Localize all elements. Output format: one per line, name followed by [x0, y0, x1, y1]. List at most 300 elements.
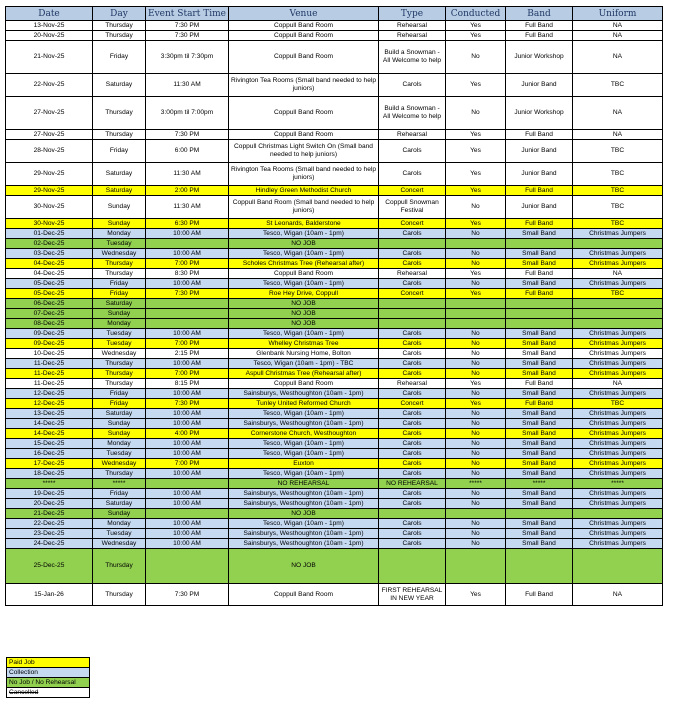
cell-date[interactable]: 04-Dec-25	[6, 259, 93, 269]
cell-conducted[interactable]: Yes	[446, 186, 506, 196]
cell-day[interactable]: Wednesday	[93, 249, 146, 259]
cell-conducted[interactable]: No	[446, 499, 506, 509]
cell-time[interactable]: 10:00 AM	[146, 389, 229, 399]
cell-day[interactable]: Saturday	[93, 74, 146, 97]
cell-conducted[interactable]: No	[446, 259, 506, 269]
cell-band[interactable]: Junior Band	[506, 163, 573, 186]
cell-band[interactable]: Full Band	[506, 186, 573, 196]
cell-band[interactable]: Small Band	[506, 279, 573, 289]
cell-venue[interactable]: Aspull Christmas Tree (Rehearsal after)	[229, 369, 379, 379]
cell-conducted[interactable]: No	[446, 329, 506, 339]
cell-time[interactable]: 10:00 AM	[146, 409, 229, 419]
cell-date[interactable]: 21-Nov-25	[6, 41, 93, 74]
cell-conducted[interactable]: No	[446, 249, 506, 259]
cell-day[interactable]: Friday	[93, 289, 146, 299]
cell-conducted[interactable]: No	[446, 409, 506, 419]
cell-day[interactable]: Thursday	[93, 21, 146, 31]
cell-date[interactable]: 11-Dec-25	[6, 359, 93, 369]
cell-day[interactable]: Sunday	[93, 419, 146, 429]
cell-date[interactable]: 20-Nov-25	[6, 31, 93, 41]
cell-type[interactable]: Carols	[379, 449, 446, 459]
cell-type[interactable]: Concert	[379, 186, 446, 196]
cell-uniform[interactable]: TBC	[573, 74, 663, 97]
cell-venue[interactable]: Tesco, Wigan (10am - 1pm)	[229, 249, 379, 259]
cell-type[interactable]	[379, 299, 446, 309]
cell-band[interactable]: Small Band	[506, 459, 573, 469]
cell-conducted[interactable]	[446, 239, 506, 249]
cell-day[interactable]: Friday	[93, 389, 146, 399]
cell-day[interactable]: Wednesday	[93, 539, 146, 549]
cell-band[interactable]: Junior Band	[506, 196, 573, 219]
cell-conducted[interactable]: Yes	[446, 130, 506, 140]
cell-day[interactable]: Thursday	[93, 130, 146, 140]
cell-conducted[interactable]: No	[446, 196, 506, 219]
cell-date[interactable]: 30-Nov-25	[6, 196, 93, 219]
cell-type[interactable]: Carols	[379, 229, 446, 239]
cell-band[interactable]: Small Band	[506, 529, 573, 539]
cell-time[interactable]: 7:30 PM	[146, 21, 229, 31]
cell-day[interactable]: Thursday	[93, 31, 146, 41]
cell-band[interactable]: Small Band	[506, 259, 573, 269]
cell-date[interactable]: 14-Dec-25	[6, 419, 93, 429]
cell-band[interactable]: Small Band	[506, 409, 573, 419]
cell-type[interactable]: Rehearsal	[379, 269, 446, 279]
cell-venue[interactable]: Sainsburys, Westhoughton (10am - 1pm)	[229, 489, 379, 499]
cell-band[interactable]	[506, 549, 573, 584]
cell-day[interactable]: Sunday	[93, 309, 146, 319]
cell-band[interactable]: Junior Workshop	[506, 97, 573, 130]
cell-time[interactable]	[146, 549, 229, 584]
cell-venue[interactable]: NO REHEARSAL	[229, 479, 379, 489]
cell-band[interactable]: Small Band	[506, 469, 573, 479]
cell-venue[interactable]: NO JOB	[229, 309, 379, 319]
cell-day[interactable]: Thursday	[93, 259, 146, 269]
cell-date[interactable]: *****	[6, 479, 93, 489]
cell-venue[interactable]: NO JOB	[229, 319, 379, 329]
cell-venue[interactable]: Euxton	[229, 459, 379, 469]
cell-venue[interactable]: NO JOB	[229, 239, 379, 249]
cell-type[interactable]: Carols	[379, 249, 446, 259]
cell-time[interactable]: 3:30pm til 7:30pm	[146, 41, 229, 74]
cell-uniform[interactable]: NA	[573, 31, 663, 41]
cell-type[interactable]: Rehearsal	[379, 31, 446, 41]
cell-conducted[interactable]: No	[446, 489, 506, 499]
cell-type[interactable]: Carols	[379, 279, 446, 289]
cell-uniform[interactable]: Christmas Jumpers	[573, 469, 663, 479]
cell-uniform[interactable]: TBC	[573, 219, 663, 229]
cell-date[interactable]: 25-Dec-25	[6, 549, 93, 584]
cell-date[interactable]: 27-Nov-25	[6, 130, 93, 140]
cell-day[interactable]: Saturday	[93, 186, 146, 196]
cell-day[interactable]: Wednesday	[93, 349, 146, 359]
cell-venue[interactable]: Coppull Christmas Light Switch On (Small band needed to help juniors)	[229, 140, 379, 163]
cell-venue[interactable]: Scholes Christmas Tree (Rehearsal after)	[229, 259, 379, 269]
cell-conducted[interactable]: No	[446, 519, 506, 529]
header-day[interactable]: Day	[93, 7, 146, 21]
cell-day[interactable]: Friday	[93, 399, 146, 409]
cell-band[interactable]: Small Band	[506, 489, 573, 499]
cell-type[interactable]	[379, 549, 446, 584]
cell-date[interactable]: 29-Nov-25	[6, 186, 93, 196]
cell-day[interactable]: Sunday	[93, 509, 146, 519]
cell-date[interactable]: 07-Dec-25	[6, 309, 93, 319]
cell-time[interactable]: 7:30 PM	[146, 399, 229, 409]
cell-conducted[interactable]: Yes	[446, 140, 506, 163]
cell-uniform[interactable]: Christmas Jumpers	[573, 259, 663, 269]
cell-uniform[interactable]: Christmas Jumpers	[573, 489, 663, 499]
cell-day[interactable]: Tuesday	[93, 339, 146, 349]
cell-band[interactable]: Full Band	[506, 399, 573, 409]
cell-time[interactable]: 7:00 PM	[146, 459, 229, 469]
cell-uniform[interactable]: NA	[573, 97, 663, 130]
cell-type[interactable]: Carols	[379, 499, 446, 509]
cell-conducted[interactable]: Yes	[446, 74, 506, 97]
cell-time[interactable]: 10:00 AM	[146, 529, 229, 539]
cell-type[interactable]: Carols	[379, 519, 446, 529]
cell-uniform[interactable]: TBC	[573, 140, 663, 163]
cell-time[interactable]: 10:00 AM	[146, 539, 229, 549]
cell-venue[interactable]: Sainsburys, Westhoughton (10am - 1pm)	[229, 529, 379, 539]
cell-time[interactable]: 7:00 PM	[146, 259, 229, 269]
cell-day[interactable]: Thursday	[93, 269, 146, 279]
cell-conducted[interactable]: No	[446, 339, 506, 349]
cell-venue[interactable]: Coppull Band Room	[229, 584, 379, 606]
cell-band[interactable]	[506, 319, 573, 329]
cell-band[interactable]: Small Band	[506, 349, 573, 359]
cell-time[interactable]: 11:30 AM	[146, 163, 229, 186]
cell-venue[interactable]: Rivington Tea Rooms (Small band needed to help juniors)	[229, 163, 379, 186]
cell-day[interactable]: Tuesday	[93, 529, 146, 539]
cell-date[interactable]: 10-Dec-25	[6, 349, 93, 359]
cell-uniform[interactable]: Christmas Jumpers	[573, 279, 663, 289]
cell-uniform[interactable]: Christmas Jumpers	[573, 539, 663, 549]
cell-date[interactable]: 18-Dec-25	[6, 469, 93, 479]
cell-band[interactable]: Small Band	[506, 249, 573, 259]
cell-type[interactable]: Coppull Snowman Festival	[379, 196, 446, 219]
cell-date[interactable]: 13-Dec-25	[6, 409, 93, 419]
cell-date[interactable]: 04-Dec-25	[6, 269, 93, 279]
cell-uniform[interactable]: Christmas Jumpers	[573, 329, 663, 339]
cell-type[interactable]: Carols	[379, 369, 446, 379]
cell-venue[interactable]: Tesco, Wigan (10am - 1pm)	[229, 449, 379, 459]
header-type[interactable]: Type	[379, 7, 446, 21]
cell-conducted[interactable]	[446, 509, 506, 519]
cell-uniform[interactable]: Christmas Jumpers	[573, 419, 663, 429]
cell-venue[interactable]: Glenbank Nursing Home, Bolton	[229, 349, 379, 359]
cell-day[interactable]: Sunday	[93, 196, 146, 219]
cell-venue[interactable]: Sainsburys, Westhoughton (10am - 1pm)	[229, 389, 379, 399]
cell-date[interactable]: 02-Dec-25	[6, 239, 93, 249]
cell-venue[interactable]: Coppull Band Room	[229, 31, 379, 41]
cell-date[interactable]: 09-Dec-25	[6, 329, 93, 339]
cell-type[interactable]: Concert	[379, 219, 446, 229]
cell-conducted[interactable]: *****	[446, 479, 506, 489]
cell-uniform[interactable]	[573, 309, 663, 319]
cell-type[interactable]: Rehearsal	[379, 379, 446, 389]
cell-type[interactable]	[379, 309, 446, 319]
cell-band[interactable]: Full Band	[506, 21, 573, 31]
cell-uniform[interactable]: Christmas Jumpers	[573, 519, 663, 529]
cell-date[interactable]: 12-Dec-25	[6, 389, 93, 399]
cell-time[interactable]: 2:15 PM	[146, 349, 229, 359]
cell-day[interactable]: Monday	[93, 319, 146, 329]
cell-conducted[interactable]: No	[446, 469, 506, 479]
cell-venue[interactable]: Tesco, Wigan (10am - 1pm) - TBC	[229, 359, 379, 369]
cell-conducted[interactable]	[446, 549, 506, 584]
cell-band[interactable]	[506, 299, 573, 309]
cell-type[interactable]: Carols	[379, 409, 446, 419]
cell-time[interactable]: 6:30 PM	[146, 219, 229, 229]
cell-conducted[interactable]	[446, 299, 506, 309]
cell-uniform[interactable]: NA	[573, 41, 663, 74]
cell-conducted[interactable]: No	[446, 419, 506, 429]
cell-day[interactable]: Thursday	[93, 549, 146, 584]
cell-date[interactable]: 11-Dec-25	[6, 369, 93, 379]
cell-conducted[interactable]: Yes	[446, 21, 506, 31]
cell-date[interactable]: 22-Dec-25	[6, 519, 93, 529]
cell-venue[interactable]: Hindley Green Methodist Church	[229, 186, 379, 196]
cell-uniform[interactable]: Christmas Jumpers	[573, 439, 663, 449]
cell-venue[interactable]: Whelley Christmas Tree	[229, 339, 379, 349]
cell-time[interactable]: 10:00 AM	[146, 279, 229, 289]
cell-type[interactable]: Carols	[379, 389, 446, 399]
cell-type[interactable]: Carols	[379, 439, 446, 449]
cell-uniform[interactable]: Christmas Jumpers	[573, 249, 663, 259]
cell-day[interactable]: Thursday	[93, 97, 146, 130]
cell-uniform[interactable]: Christmas Jumpers	[573, 359, 663, 369]
cell-venue[interactable]: Tesco, Wigan (10am - 1pm)	[229, 409, 379, 419]
cell-band[interactable]: Small Band	[506, 449, 573, 459]
cell-time[interactable]: 8:15 PM	[146, 379, 229, 389]
cell-band[interactable]: Junior Workshop	[506, 41, 573, 74]
cell-conducted[interactable]: No	[446, 439, 506, 449]
cell-time[interactable]	[146, 479, 229, 489]
cell-time[interactable]: 6:00 PM	[146, 140, 229, 163]
cell-type[interactable]: NO REHEARSAL	[379, 479, 446, 489]
cell-conducted[interactable]: No	[446, 369, 506, 379]
cell-venue[interactable]: Rivington Tea Rooms (Small band needed to help juniors)	[229, 74, 379, 97]
cell-date[interactable]: 13-Nov-25	[6, 21, 93, 31]
cell-conducted[interactable]: No	[446, 349, 506, 359]
cell-type[interactable]: Carols	[379, 349, 446, 359]
cell-type[interactable]: Build a Snowman - All Welcome to help	[379, 41, 446, 74]
cell-band[interactable]: Small Band	[506, 519, 573, 529]
cell-time[interactable]: 7:30 PM	[146, 289, 229, 299]
cell-venue[interactable]: Tesco, Wigan (10am - 1pm)	[229, 439, 379, 449]
cell-conducted[interactable]: Yes	[446, 584, 506, 606]
cell-uniform[interactable]	[573, 509, 663, 519]
cell-uniform[interactable]: Christmas Jumpers	[573, 499, 663, 509]
cell-time[interactable]	[146, 299, 229, 309]
cell-type[interactable]: Carols	[379, 459, 446, 469]
cell-date[interactable]: 23-Dec-25	[6, 529, 93, 539]
header-conducted[interactable]: Conducted	[446, 7, 506, 21]
cell-day[interactable]: Saturday	[93, 299, 146, 309]
cell-uniform[interactable]: TBC	[573, 163, 663, 186]
cell-date[interactable]: 21-Dec-25	[6, 509, 93, 519]
cell-conducted[interactable]: No	[446, 429, 506, 439]
cell-uniform[interactable]: Christmas Jumpers	[573, 349, 663, 359]
cell-day[interactable]: Friday	[93, 140, 146, 163]
cell-conducted[interactable]: No	[446, 449, 506, 459]
cell-type[interactable]: Carols	[379, 329, 446, 339]
cell-uniform[interactable]	[573, 319, 663, 329]
cell-day[interactable]: Thursday	[93, 379, 146, 389]
cell-day[interactable]: Tuesday	[93, 239, 146, 249]
cell-time[interactable]	[146, 309, 229, 319]
cell-time[interactable]: 10:00 AM	[146, 229, 229, 239]
cell-time[interactable]: 7:30 PM	[146, 584, 229, 606]
cell-day[interactable]: Thursday	[93, 359, 146, 369]
cell-time[interactable]: 4:00 PM	[146, 429, 229, 439]
cell-band[interactable]: Full Band	[506, 289, 573, 299]
cell-date[interactable]: 05-Dec-25	[6, 279, 93, 289]
cell-type[interactable]: Carols	[379, 163, 446, 186]
cell-date[interactable]: 01-Dec-25	[6, 229, 93, 239]
cell-date[interactable]: 05-Dec-25	[6, 289, 93, 299]
cell-date[interactable]: 27-Nov-25	[6, 97, 93, 130]
cell-day[interactable]: Thursday	[93, 469, 146, 479]
cell-venue[interactable]: Tunley United Reformed Church	[229, 399, 379, 409]
cell-conducted[interactable]: Yes	[446, 163, 506, 186]
cell-date[interactable]: 12-Dec-25	[6, 399, 93, 409]
cell-band[interactable]: Full Band	[506, 269, 573, 279]
cell-conducted[interactable]: No	[446, 539, 506, 549]
cell-type[interactable]: Carols	[379, 419, 446, 429]
cell-venue[interactable]: Coppull Band Room	[229, 379, 379, 389]
cell-band[interactable]: Small Band	[506, 369, 573, 379]
cell-band[interactable]: Small Band	[506, 439, 573, 449]
cell-venue[interactable]: Cornerstone Church, Westhoughton	[229, 429, 379, 439]
cell-band[interactable]: Full Band	[506, 219, 573, 229]
cell-uniform[interactable]: *****	[573, 479, 663, 489]
cell-type[interactable]: Rehearsal	[379, 21, 446, 31]
cell-date[interactable]: 03-Dec-25	[6, 249, 93, 259]
cell-time[interactable]: 10:00 AM	[146, 469, 229, 479]
cell-venue[interactable]: St Leonards, Balderstone	[229, 219, 379, 229]
cell-date[interactable]: 14-Dec-25	[6, 429, 93, 439]
cell-day[interactable]: Thursday	[93, 584, 146, 606]
cell-band[interactable]: Full Band	[506, 584, 573, 606]
cell-conducted[interactable]: Yes	[446, 289, 506, 299]
cell-time[interactable]	[146, 509, 229, 519]
cell-type[interactable]: Carols	[379, 429, 446, 439]
cell-day[interactable]: Sunday	[93, 219, 146, 229]
cell-type[interactable]: FIRST REHEARSAL IN NEW YEAR	[379, 584, 446, 606]
cell-time[interactable]: 10:00 AM	[146, 359, 229, 369]
cell-conducted[interactable]: No	[446, 41, 506, 74]
cell-time[interactable]: 10:00 AM	[146, 489, 229, 499]
cell-uniform[interactable]: Christmas Jumpers	[573, 459, 663, 469]
cell-day[interactable]: Friday	[93, 41, 146, 74]
cell-time[interactable]	[146, 239, 229, 249]
cell-band[interactable]: Small Band	[506, 429, 573, 439]
cell-day[interactable]: Friday	[93, 279, 146, 289]
cell-time[interactable]: 7:30 PM	[146, 31, 229, 41]
cell-type[interactable]: Carols	[379, 539, 446, 549]
cell-type[interactable]: Carols	[379, 489, 446, 499]
header-uniform[interactable]: Uniform	[573, 7, 663, 21]
cell-uniform[interactable]: Christmas Jumpers	[573, 409, 663, 419]
cell-venue[interactable]: Coppull Band Room	[229, 21, 379, 31]
cell-uniform[interactable]: TBC	[573, 399, 663, 409]
header-band[interactable]: Band	[506, 7, 573, 21]
cell-day[interactable]: Saturday	[93, 409, 146, 419]
cell-conducted[interactable]: No	[446, 459, 506, 469]
cell-band[interactable]	[506, 309, 573, 319]
cell-day[interactable]: Monday	[93, 229, 146, 239]
cell-conducted[interactable]: No	[446, 279, 506, 289]
cell-venue[interactable]: NO JOB	[229, 299, 379, 309]
cell-uniform[interactable]: Christmas Jumpers	[573, 369, 663, 379]
cell-type[interactable]	[379, 319, 446, 329]
cell-band[interactable]: Full Band	[506, 379, 573, 389]
cell-time[interactable]: 10:00 AM	[146, 449, 229, 459]
cell-day[interactable]: *****	[93, 479, 146, 489]
cell-date[interactable]: 30-Nov-25	[6, 219, 93, 229]
cell-type[interactable]	[379, 239, 446, 249]
cell-conducted[interactable]	[446, 319, 506, 329]
cell-uniform[interactable]: Christmas Jumpers	[573, 229, 663, 239]
cell-band[interactable]: *****	[506, 479, 573, 489]
cell-time[interactable]: 10:00 AM	[146, 329, 229, 339]
cell-band[interactable]	[506, 239, 573, 249]
cell-time[interactable]: 10:00 AM	[146, 419, 229, 429]
cell-time[interactable]	[146, 319, 229, 329]
cell-venue[interactable]: NO JOB	[229, 509, 379, 519]
cell-date[interactable]: 16-Dec-25	[6, 449, 93, 459]
cell-day[interactable]: Saturday	[93, 163, 146, 186]
cell-day[interactable]: Thursday	[93, 369, 146, 379]
cell-uniform[interactable]	[573, 299, 663, 309]
cell-conducted[interactable]: Yes	[446, 269, 506, 279]
cell-conducted[interactable]: No	[446, 529, 506, 539]
cell-time[interactable]: 11:30 AM	[146, 74, 229, 97]
cell-date[interactable]: 09-Dec-25	[6, 339, 93, 349]
cell-venue[interactable]: Tesco, Wigan (10am - 1pm)	[229, 329, 379, 339]
cell-conducted[interactable]: No	[446, 359, 506, 369]
cell-band[interactable]: Small Band	[506, 359, 573, 369]
cell-date[interactable]: 17-Dec-25	[6, 459, 93, 469]
cell-uniform[interactable]: NA	[573, 130, 663, 140]
cell-time[interactable]: 7:00 PM	[146, 369, 229, 379]
cell-conducted[interactable]: No	[446, 229, 506, 239]
cell-venue[interactable]: Coppull Band Room	[229, 269, 379, 279]
cell-uniform[interactable]	[573, 239, 663, 249]
cell-type[interactable]: Carols	[379, 74, 446, 97]
cell-conducted[interactable]: Yes	[446, 379, 506, 389]
cell-date[interactable]: 11-Dec-25	[6, 379, 93, 389]
cell-venue[interactable]: Sainsburys, Westhoughton (10am - 1pm)	[229, 499, 379, 509]
cell-type[interactable]: Carols	[379, 259, 446, 269]
cell-venue[interactable]: Tesco, Wigan (10am - 1pm)	[229, 229, 379, 239]
header-event-start-time[interactable]: Event Start Time	[146, 7, 229, 21]
cell-band[interactable]: Full Band	[506, 31, 573, 41]
cell-date[interactable]: 15-Jan-26	[6, 584, 93, 606]
header-date[interactable]: Date	[6, 7, 93, 21]
cell-date[interactable]: 29-Nov-25	[6, 163, 93, 186]
cell-conducted[interactable]: Yes	[446, 219, 506, 229]
cell-type[interactable]: Carols	[379, 359, 446, 369]
cell-type[interactable]: Rehearsal	[379, 130, 446, 140]
cell-venue[interactable]: Tesco, Wigan (10am - 1pm)	[229, 279, 379, 289]
cell-venue[interactable]: Sainsburys, Westhoughton (10am - 1pm)	[229, 539, 379, 549]
cell-time[interactable]: 2:00 PM	[146, 186, 229, 196]
cell-uniform[interactable]: TBC	[573, 289, 663, 299]
cell-conducted[interactable]	[446, 309, 506, 319]
cell-venue[interactable]: Coppull Band Room	[229, 130, 379, 140]
cell-uniform[interactable]: NA	[573, 584, 663, 606]
